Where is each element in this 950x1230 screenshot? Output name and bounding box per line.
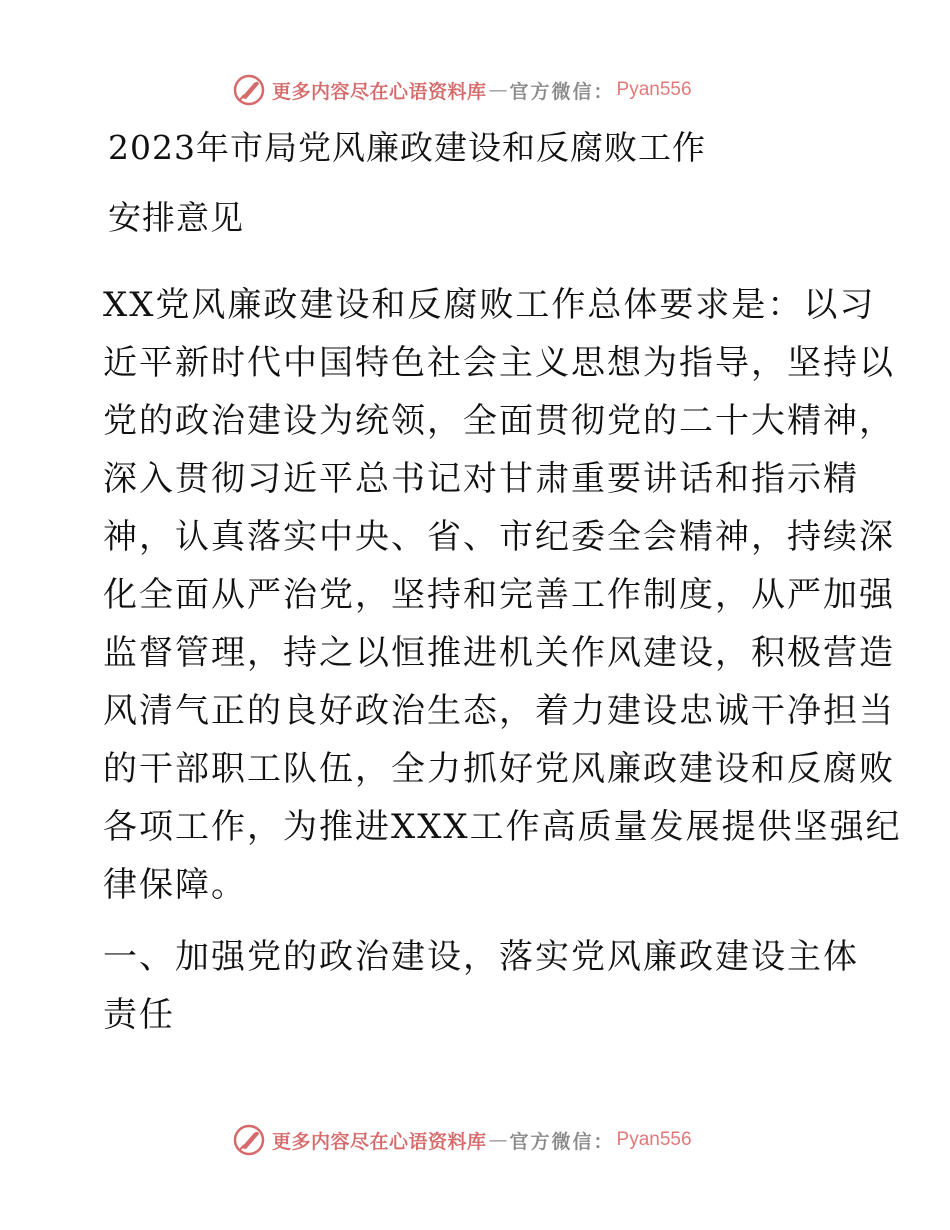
banner-wechat-id: Pyan556 — [616, 1129, 692, 1150]
feather-pen-icon — [232, 73, 266, 107]
paragraph-line: 律保障。 — [103, 865, 247, 905]
paragraph-line: 神，认真落实中央、省、市纪委全会精神，持续深 — [103, 517, 895, 557]
footer-watermark-banner — [232, 1120, 692, 1160]
banner-wechat-id: Pyan556 — [616, 79, 692, 100]
paragraph-line: XX党风廉政建设和反腐败工作总体要求是：以习 — [103, 285, 876, 325]
feather-pen-icon — [232, 1123, 266, 1157]
paragraph-line: 监督管理，持之以恒推进机关作风建设，积极营造 — [103, 633, 895, 673]
paragraph-line: 党的政治建设为统领，全面贯彻党的二十大精神， — [103, 401, 895, 441]
banner-wechat-label: 官方微信： — [509, 1130, 615, 1153]
document-title-line-1: 2023年市局党风廉政建设和反腐败工作 — [108, 128, 706, 167]
paragraph-line: 近平新时代中国特色社会主义思想为指导，坚持以 — [103, 343, 895, 383]
banner-text: 更多内容尽在心语资料库 — [272, 1130, 487, 1153]
paragraph-line: 化全面从严治党，坚持和完善工作制度，从严加强 — [103, 575, 895, 615]
banner-dash: — — [488, 1129, 508, 1151]
paragraph-line: 的干部职工队伍，全力抓好党风廉政建设和反腐败 — [103, 749, 895, 789]
banner-text: 更多内容尽在心语资料库 — [272, 80, 487, 103]
paragraph-line: 各项工作，为推进XXX工作高质量发展提供坚强纪 — [103, 807, 902, 847]
paragraph-line: 深入贯彻习近平总书记对甘肃重要讲话和指示精 — [103, 459, 859, 499]
body-paragraph — [103, 276, 902, 914]
section-heading-line: 责任 — [103, 995, 175, 1035]
section-heading-line: 一、加强党的政治建设，落实党风廉政建设主体 — [103, 937, 859, 977]
header-watermark-banner — [232, 70, 692, 110]
banner-wechat-label: 官方微信： — [509, 80, 615, 103]
section-heading — [103, 928, 863, 1044]
document-title-line-2: 安排意见 — [108, 198, 244, 237]
paragraph-line: 风清气正的良好政治生态，着力建设忠诚干净担当 — [103, 691, 895, 731]
banner-dash: — — [488, 79, 508, 101]
